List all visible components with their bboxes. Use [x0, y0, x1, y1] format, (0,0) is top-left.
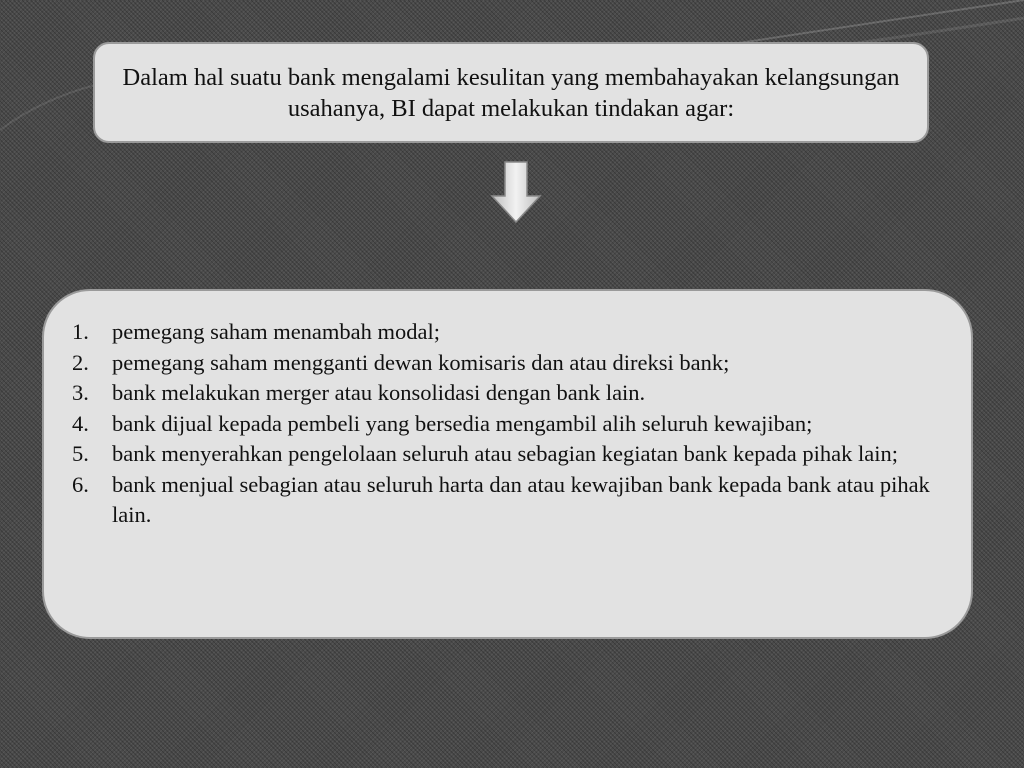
list-item-number: 3. [72, 380, 89, 405]
list-item-number: 5. [72, 441, 89, 466]
list-item [72, 348, 941, 379]
header-box [93, 42, 929, 143]
header-text: Dalam hal suatu bank mengalami kesulitan yang membahayakan kelangsungan usahanya, BI dapat melakukan tindakan agar: [122, 63, 900, 122]
list-box [42, 289, 973, 639]
down-arrow-icon [490, 160, 542, 224]
list-item-text: bank menjual sebagian atau seluruh harta dan atau kewajiban bank kepada bank atau pihak lain. [112, 471, 930, 527]
list-item [72, 409, 941, 440]
list-item-text: pemegang saham mengganti dewan komisaris dan atau direksi bank; [112, 349, 730, 375]
list-item-text: bank dijual kepada pembeli yang bersedia mengambil alih seluruh kewajiban; [112, 410, 813, 436]
list-item-text: pemegang saham menambah modal; [112, 319, 441, 344]
list-item-number: 1. [72, 319, 89, 344]
list-item-text: bank menyerahkan pengelolaan seluruh atau sebagian kegiatan bank kepada pihak lain; [112, 441, 898, 466]
list-item-number: 2. [72, 349, 89, 375]
list-item [72, 378, 941, 409]
list-item [72, 439, 941, 470]
list-item-text: bank melakukan merger atau konsolidasi dengan bank lain. [112, 380, 646, 405]
list-item [72, 470, 941, 531]
list-item-number: 4. [72, 410, 89, 436]
list-item-number: 6. [72, 471, 89, 497]
action-list [72, 317, 941, 531]
list-item [72, 317, 941, 348]
